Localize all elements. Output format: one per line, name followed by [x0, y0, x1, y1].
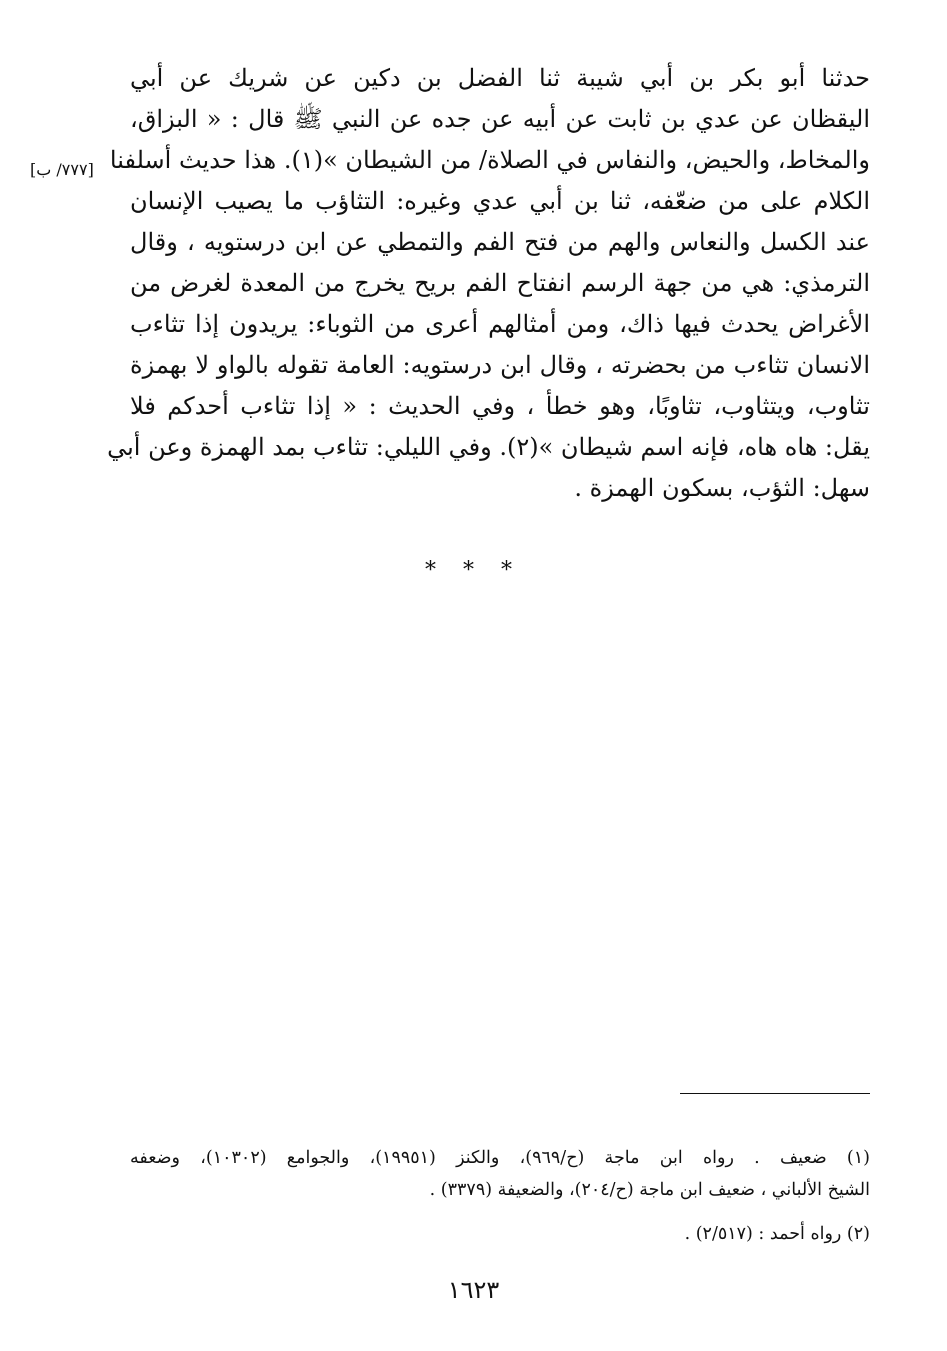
main-text [107, 58, 870, 509]
text-line: الأغراض يحدث فيها ذاك، ومن أمثالهم أعرى من الثوباء: يريدون إذا تثاءب [130, 310, 870, 338]
text-line: والمخاط، والحيض، والنفاس في الصلاة/ من الشيطان »(١). هذا حديث أسلفنا [109, 146, 870, 174]
footnote-1-line: الشيخ الألباني ، ضعيف ابن ماجة (ح/٢٠٤)، والضعيفة (٣٣٧٩) . [429, 1180, 870, 1200]
manuscript-folio-marker: [٧٧٧/ ب] [30, 160, 94, 179]
text-line: الترمذي: هي من جهة الرسم انفتاح الفم بريح يخرج من المعدة لغرض من [130, 269, 870, 297]
footnote-1-line: (١) ضعيف . رواه ابن ماجة (ح/٩٦٩)، والكنز (١٩٩٥١)، والجوامع (١٠٣٠٢)، وضعفه [130, 1148, 870, 1168]
text-line: الانسان تثاءب من بحضرته ، وقال ابن درستويه: العامة تقوله بالواو لا بهمزة [130, 351, 870, 379]
text-line: تثاوب، ويتثاوب، تثاوبًا، وهو خطأ ، وفي الحديث : « إذا تثاءب أحدكم فلا [130, 392, 870, 420]
page-number: ١٦٢٣ [447, 1276, 500, 1304]
footnote-2: (٢) رواه أحمد : (٢/٥١٧) . [684, 1224, 870, 1244]
text-line: عند الكسل والنعاس والهم من فتح الفم والتمطي عن ابن درستويه ، وقال [130, 228, 870, 256]
footnote-divider [680, 1093, 870, 1094]
text-line: سهل: الثؤب، بسكون الهمزة . [574, 474, 870, 502]
text-line: يقل: هاه هاه، فإنه اسم شيطان »(٢). وفي الليلي: تثاءب بمد الهمزة وعن أبي [107, 433, 870, 461]
text-line: حدثنا أبو بكر بن أبي شيبة ثنا الفضل بن دكين عن شريك عن أبي [130, 64, 870, 92]
section-separator: * * * [425, 558, 522, 583]
text-line: اليقظان عن عدي بن ثابت عن أبيه عن جده عن النبي ﷺ قال : « البزاق، [130, 105, 870, 133]
footnotes [130, 1142, 870, 1250]
text-line: الكلام على من ضعّفه، ثنا بن أبي عدي وغيره: التثاؤب ما يصيب الإنسان [130, 187, 870, 215]
